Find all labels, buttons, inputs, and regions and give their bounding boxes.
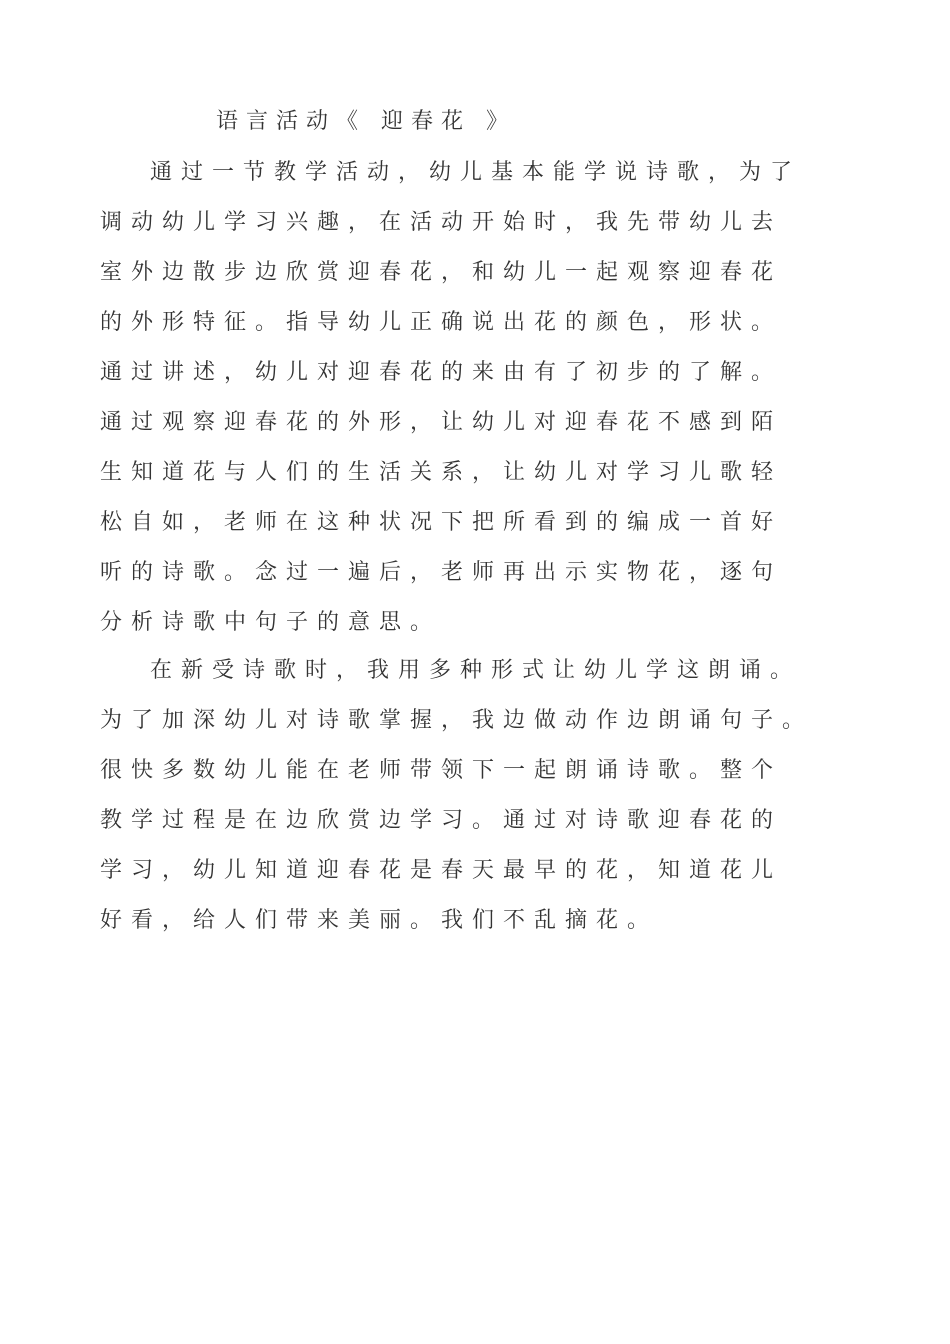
paragraph-1-line-9: 听的诗歌。念过一遍后，老师再出示实物花，逐句 [100, 560, 783, 585]
paragraph-2-line-4: 教学过程是在边欣赏边学习。通过对诗歌迎春花的 [100, 808, 783, 833]
paragraph-1-line-8: 松自如，老师在这种状况下把所看到的编成一首好 [100, 510, 783, 535]
paragraph-1-line-4: 的外形特征。指导幼儿正确说出花的颜色，形状。 [100, 310, 783, 335]
paragraph-1-line-1: 通过一节教学活动，幼儿基本能学说诗歌，为了 [150, 160, 802, 185]
paragraph-2-line-5: 学习，幼儿知道迎春花是春天最早的花，知道花儿 [100, 858, 783, 883]
paragraph-1-line-7: 生知道花与人们的生活关系，让幼儿对学习儿歌轻 [100, 460, 783, 485]
paragraph-1-line-6: 通过观察迎春花的外形，让幼儿对迎春花不感到陌 [100, 410, 783, 435]
paragraph-1-line-10: 分析诗歌中句子的意思。 [100, 610, 442, 635]
paragraph-2-line-6: 好看，给人们带来美丽。我们不乱摘花。 [100, 908, 659, 933]
paragraph-1-line-3: 室外边散步边欣赏迎春花，和幼儿一起观察迎春花 [100, 260, 783, 285]
document-title: 语言活动《 迎春花 》 [216, 109, 516, 134]
paragraph-2-line-1: 在新受诗歌时，我用多种形式让幼儿学这朗诵。 [150, 658, 802, 683]
paragraph-2-line-2: 为了加深幼儿对诗歌掌握，我边做动作边朗诵句子。 [100, 708, 814, 733]
paragraph-1-line-5: 通过讲述，幼儿对迎春花的来由有了初步的了解。 [100, 360, 783, 385]
paragraph-1-line-2: 调动幼儿学习兴趣，在活动开始时，我先带幼儿去 [100, 210, 783, 235]
paragraph-2-line-3: 很快多数幼儿能在老师带领下一起朗诵诗歌。整个 [100, 758, 783, 783]
